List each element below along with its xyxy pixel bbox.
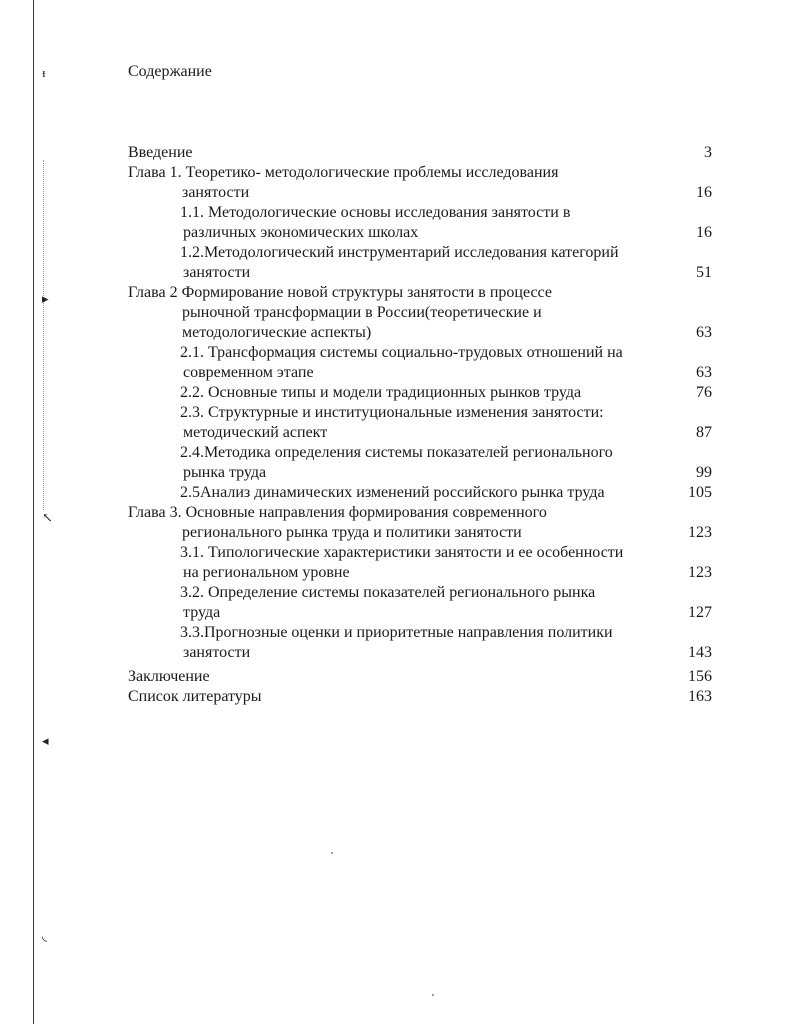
toc-line: современном этапе bbox=[183, 364, 314, 381]
toc-line: Глава 2 Формирование новой структуры занятости в процессе bbox=[128, 284, 552, 301]
toc-line: 3.2. Определение системы показателей регионального рынка bbox=[180, 584, 596, 601]
toc-page-number: 3 bbox=[704, 144, 712, 161]
toc-entry-section-2-2 bbox=[128, 383, 718, 403]
toc-line: Введение bbox=[128, 144, 193, 161]
toc-page-number: 16 bbox=[696, 224, 712, 241]
toc-line: 2.1. Трансформация системы социально-трудовых отношений на bbox=[180, 344, 623, 361]
toc-line: 1.1. Методологические основы исследования занятости в bbox=[180, 204, 571, 221]
toc-line: 1.2.Методологический инструментарий исследования категорий bbox=[180, 244, 619, 261]
toc-entry-chapter-2 bbox=[128, 283, 718, 343]
toc-entry-section-2-3 bbox=[128, 403, 718, 443]
toc-page-number: 87 bbox=[696, 424, 712, 441]
toc-line: на региональном уровне bbox=[183, 564, 350, 581]
toc-line: занятости bbox=[183, 264, 251, 281]
scan-mark-icon: ᵻ bbox=[42, 65, 46, 80]
toc-page-number: 16 bbox=[696, 184, 712, 201]
toc-entry-intro bbox=[128, 143, 718, 163]
toc-line: 2.5Анализ динамических изменений российского рынка труда bbox=[180, 484, 605, 501]
scan-mark-icon: ↖ bbox=[42, 510, 53, 525]
toc-line: рыночной трансформации в России(теоретические и bbox=[182, 304, 542, 321]
toc-entry-conclusion bbox=[128, 667, 718, 687]
toc-line: труда bbox=[183, 604, 221, 621]
page-title: Содержание bbox=[128, 63, 212, 80]
toc-entry-section-1-2 bbox=[128, 243, 718, 283]
toc-line: Заключение bbox=[128, 668, 210, 685]
binding-dots bbox=[43, 160, 46, 510]
toc-entry-section-3-3 bbox=[128, 623, 718, 663]
speck bbox=[331, 852, 333, 854]
toc-page-number: 105 bbox=[688, 484, 712, 501]
toc-entry-section-3-2 bbox=[128, 583, 718, 623]
scan-mark-icon: ◟ bbox=[42, 928, 48, 943]
speck bbox=[432, 994, 434, 996]
toc-entry-section-2-4 bbox=[128, 443, 718, 483]
toc-page-number: 127 bbox=[688, 604, 712, 621]
toc-page-number: 156 bbox=[688, 668, 712, 685]
toc-line: 3.3.Прогнозные оценки и приоритетные направления политики bbox=[180, 624, 613, 641]
toc-page-number: 163 bbox=[688, 688, 712, 705]
scan-mark-icon: ◂ bbox=[42, 733, 49, 748]
toc-page-number: 51 bbox=[696, 264, 712, 281]
toc-line: 2.3. Структурные и институциональные изменения занятости: bbox=[180, 404, 604, 421]
toc-line: 3.1. Типологические характеристики занятости и ее особенности bbox=[180, 544, 624, 561]
toc-line: рынка труда bbox=[183, 464, 267, 481]
toc-line: Список литературы bbox=[128, 688, 262, 705]
toc-page-number: 143 bbox=[688, 644, 712, 661]
toc-page-number: 63 bbox=[696, 364, 712, 381]
table-of-contents bbox=[128, 143, 718, 707]
toc-entry-chapter-3 bbox=[128, 503, 718, 543]
toc-line: 2.4.Методика определения системы показателей регионального bbox=[180, 444, 613, 461]
scan-mark-icon: ▸ bbox=[42, 291, 49, 306]
toc-line: 2.2. Основные типы и модели традиционных рынков труда bbox=[180, 384, 582, 401]
toc-line: Глава 3. Основные направления формирования современного bbox=[128, 504, 547, 521]
toc-entry-section-2-5 bbox=[128, 483, 718, 503]
toc-page-number: 63 bbox=[696, 324, 712, 341]
toc-page-number: 123 bbox=[688, 524, 712, 541]
toc-entry-section-3-1 bbox=[128, 543, 718, 583]
toc-line: занятости bbox=[183, 644, 251, 661]
toc-entry-section-2-1 bbox=[128, 343, 718, 383]
toc-page-number: 76 bbox=[696, 384, 712, 401]
toc-line: методический аспект bbox=[183, 424, 328, 441]
toc-line: занятости bbox=[182, 184, 250, 201]
toc-page-number: 99 bbox=[696, 464, 712, 481]
binding-edge-line bbox=[33, 0, 34, 1024]
toc-line: различных экономических школах bbox=[183, 224, 419, 241]
toc-page-number: 123 bbox=[688, 564, 712, 581]
toc-entry-chapter-1 bbox=[128, 163, 718, 203]
toc-line: регионального рынка труда и политики занятости bbox=[182, 524, 522, 541]
toc-line: Глава 1. Теоретико- методологические проблемы исследования bbox=[128, 164, 559, 181]
toc-entry-references bbox=[128, 687, 718, 707]
toc-entry-section-1-1 bbox=[128, 203, 718, 243]
toc-line: методологические аспекты) bbox=[182, 324, 372, 341]
